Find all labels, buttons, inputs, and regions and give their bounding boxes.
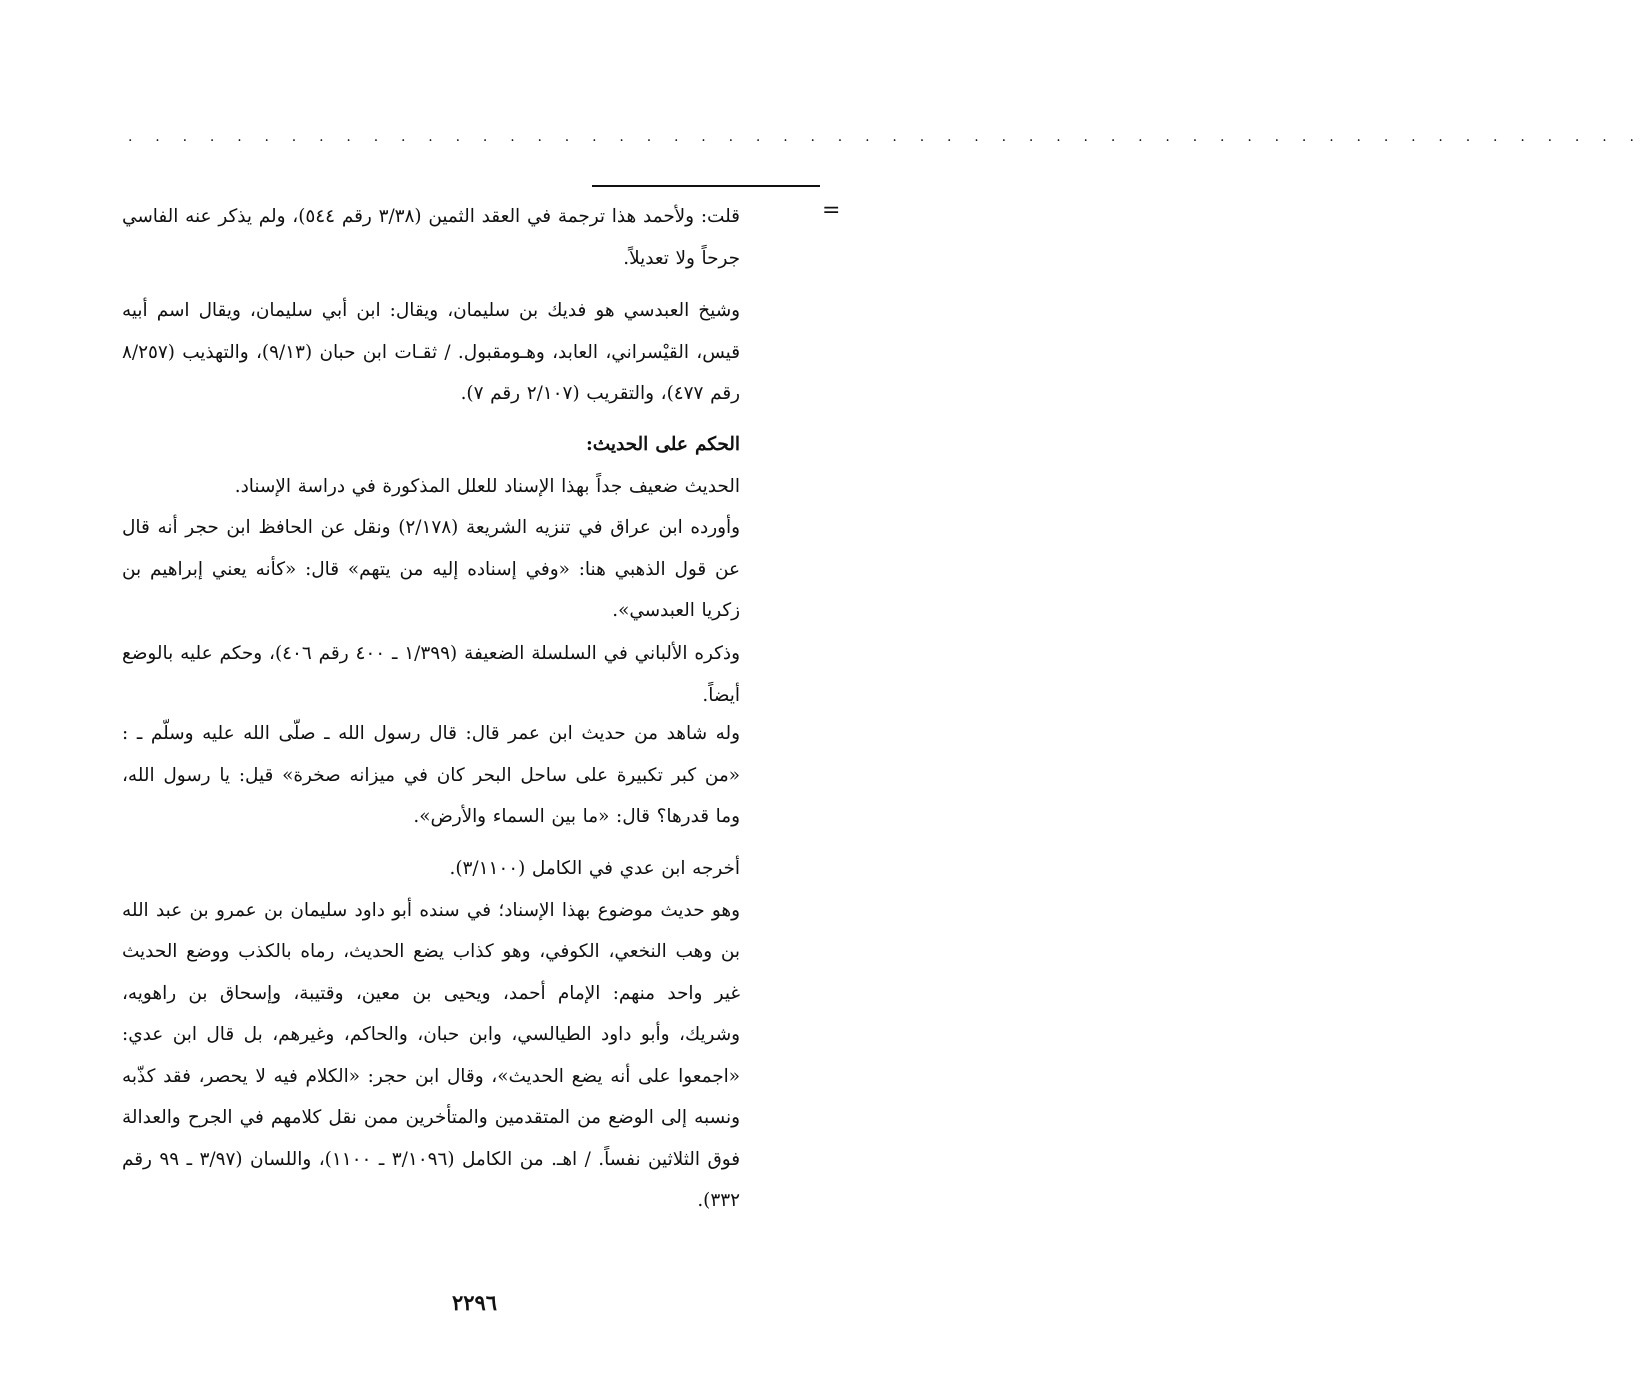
continuation-mark: = <box>822 198 841 223</box>
separator-dots: . . . . . . . . . . . . . . . . . . . . . . . . . . . . . . . . . . . . . . . . . . . . . . . . . . . . . . . . <box>128 129 1643 145</box>
section-heading: الحكم على الحديث: <box>586 434 740 455</box>
hadith-ruling-section <box>122 424 740 632</box>
albani-paragraph <box>122 633 740 716</box>
footnote-paragraph-1 <box>122 196 740 279</box>
paragraph-text: الحديث ضعيف جداً بهذا الإسناد للعلل المذكورة في دراسة الإسناد. <box>234 475 740 497</box>
paragraph-text: وذكره الألباني في السلسلة الضعيفة (١/٣٩٩ ـ ٤٠٠ رقم ٤٠٦)، وحكم عليه بالوضع أيضاً. <box>122 643 740 706</box>
paragraph-text: قلت: ولأحمد هذا ترجمة في العقد الثمين (٣/٣٨ رقم ٥٤٤)، ولم يذكر عنه الفاسي جرحاً ولا تعديلاً. <box>122 206 740 269</box>
paragraph-text: وشيخ العبدسي هو فديك بن سليمان، ويقال: ابن أبي سليمان، ويقال اسم أبيه قيس، القيْسراني، العابد، وهـومقبول. / ثقـات ابن حبان (٩/١٣)، والتهذيب (٨/٢٥٧ رقم ٤٧٧)، والتقريب (٢/١٠٧ رقم ٧). <box>122 300 740 404</box>
paragraph-text: وله شاهد من حديث ابن عمر قال: قال رسول الله ـ صلّى الله عليه وسلّم ـ : «من كبر تكبيرة على ساحل البحر كان في ميزانه صخرة» قيل: يا رسول الله، وما قدرها؟ قال: «ما بين السماء والأرض». <box>122 723 740 827</box>
footnote-paragraph-2 <box>122 290 740 415</box>
paragraph-text: أخرجه ابن عدي في الكامل (٣/١١٠٠). <box>449 858 740 879</box>
footnote-rule <box>592 185 820 187</box>
paragraph-text: وهو حديث موضوع بهذا الإسناد؛ في سنده أبو داود سليمان بن عمرو بن عبد الله بن وهب النخعي، الكوفي، وهو كذاب يضع الحديث، رماه بالكذب ووضع الحديث غير واحد منهم: الإمام أحمد، ويحيى بن معين، وقتيبة، وإسحاق بن راهويه، وشريك، وأبو داود الطيالسي، وابن حبان، والحاكم، وغيرهم، بل قال ابن عدي: «اجمعوا على أنه يضع الحديث»، وقال ابن حجر: «الكلام فيه لا يحصر، فقد كذّبه ونسبه إلى الوضع من المتقدمين والمتأخرين ممن نقل كلامهم في الجرح والعدالة فوق الثلاثين نفساً. / اهـ. من الكامل (٣/١٠٩٦ ـ ١١٠٠)، واللسان (٣/٩٧ ـ ٩٩ رقم ٣٣٢). <box>122 899 741 1211</box>
page-number: ٢٢٩٦ <box>451 1290 498 1315</box>
takhrij-paragraph <box>122 848 740 1222</box>
paragraph-text: وأورده ابن عراق في تنزيه الشريعة (٢/١٧٨) ونقل عن الحافظ ابن حجر أنه قال عن قول الذهبي هنا: «وفي إسناده إليه من يتهم» قال: «كأنه يعني إبراهيم بن زكريا العبدسي». <box>122 517 740 621</box>
shahid-paragraph <box>122 713 740 838</box>
